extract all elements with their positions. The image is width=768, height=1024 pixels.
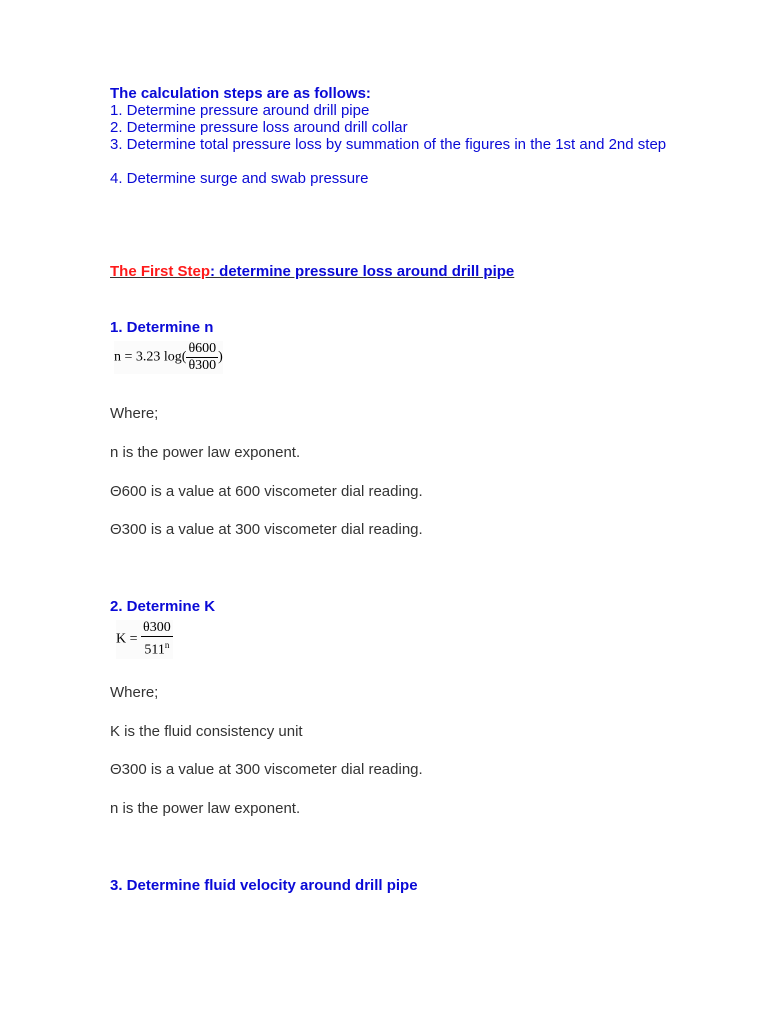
intro-step-3: 3. Determine total pressure loss by summation of the figures in the 1st and 2nd step xyxy=(110,136,667,153)
section-2-heading: 2. Determine K xyxy=(110,598,216,615)
formula-n xyxy=(114,341,223,374)
formula-k xyxy=(116,620,173,659)
intro-heading: The calculation steps are as follows: xyxy=(110,85,371,102)
formula-n-fraction xyxy=(186,341,218,374)
formula-n-rhs: ) xyxy=(218,349,223,365)
section-3-heading: 3. Determine fluid velocity around drill pipe xyxy=(110,877,418,894)
section-2-def-3: n is the power law exponent. xyxy=(110,800,301,817)
formula-k-denominator: 511 xyxy=(144,642,165,658)
formula-n-numerator: θ600 xyxy=(188,341,217,356)
section-1-where: Where; xyxy=(110,405,159,422)
first-step-title: : determine pressure loss around drill pipe xyxy=(210,263,515,280)
first-step-heading xyxy=(110,263,514,280)
section-2-def-2: Θ300 is a value at 300 viscometer dial reading. xyxy=(110,761,423,778)
formula-k-numerator: θ300 xyxy=(143,620,171,635)
formula-k-lhs: K = xyxy=(116,631,138,647)
intro-step-1: 1. Determine pressure around drill pipe xyxy=(110,102,370,119)
section-1-def-1: n is the power law exponent. xyxy=(110,444,301,461)
section-1-def-2: Θ600 is a value at 600 viscometer dial reading. xyxy=(110,483,423,500)
intro-step-4: 4. Determine surge and swab pressure xyxy=(110,170,369,187)
first-step-label: The First Step xyxy=(110,263,211,280)
formula-k-exponent: n xyxy=(164,640,170,650)
formula-k-fraction xyxy=(141,620,173,659)
formula-n-lhs: n = 3.23 log( xyxy=(114,349,187,365)
formula-n-denominator: θ300 xyxy=(188,358,217,373)
intro-step-2: 2. Determine pressure loss around drill collar xyxy=(110,119,408,136)
section-1-heading: 1. Determine n xyxy=(110,319,214,336)
formula-k-denominator-wrap xyxy=(142,637,171,659)
section-1-def-3: Θ300 is a value at 300 viscometer dial reading. xyxy=(110,521,423,538)
section-2-where: Where; xyxy=(110,684,159,701)
section-2-def-1: K is the fluid consistency unit xyxy=(110,723,303,740)
